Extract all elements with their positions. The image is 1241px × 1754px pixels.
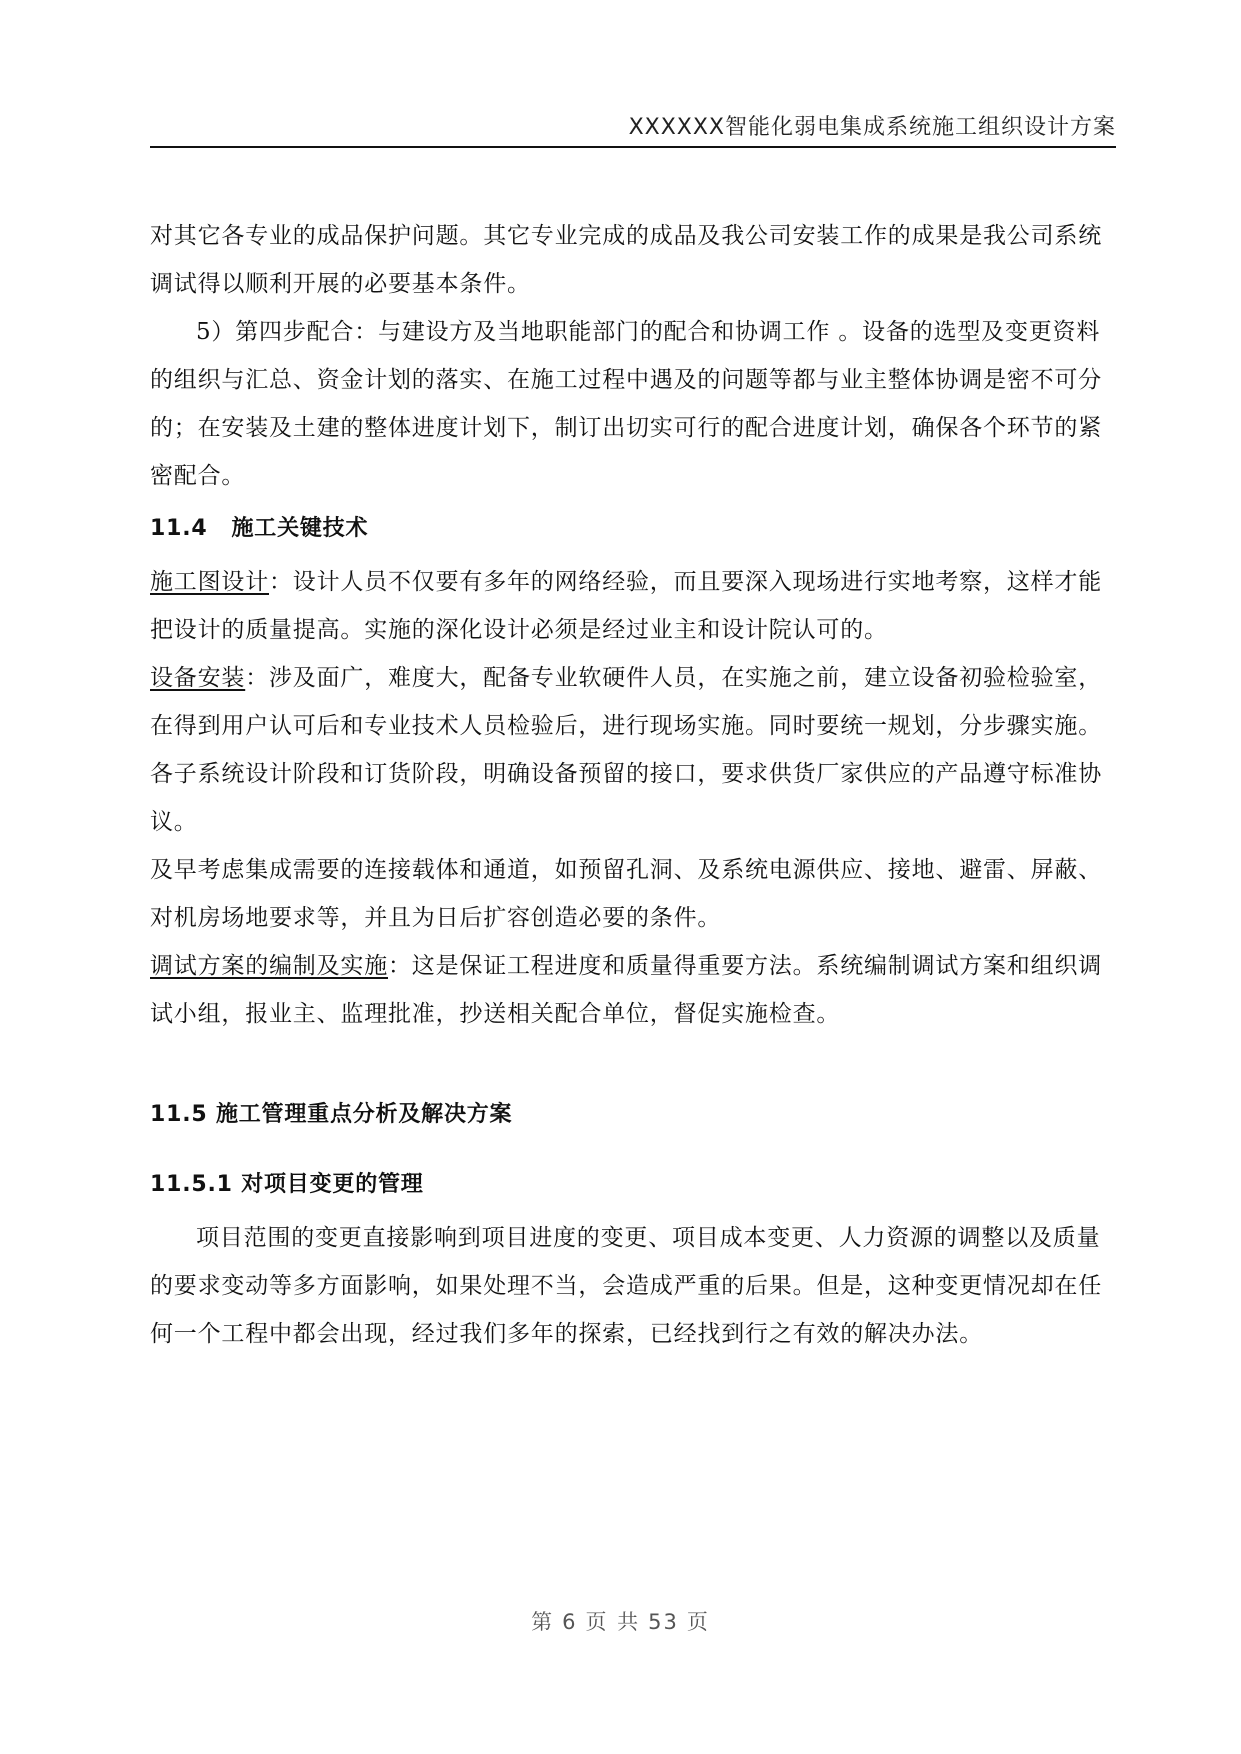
item-commissioning-plan	[150, 942, 1116, 1038]
section-heading-11-5-1: 11.5.1 对项目变更的管理	[150, 1172, 424, 1197]
current-page: 6	[562, 1610, 578, 1634]
paragraph-change-management: 项目范围的变更直接影响到项目进度的变更、项目成本变更、人力资源的调整以及质量的要求变动等多方面影响，如果处理不当，会造成严重的后果。但是，这种变更情况却在任何一个工程中都会出现，经过我们多年的探索，已经找到行之有效的解决办法。	[150, 1225, 1102, 1347]
item-term: 设备安装	[150, 665, 246, 691]
page-number-footer	[0, 1606, 1241, 1636]
running-header: XXXXXX智能化弱电集成系统施工组织设计方案	[628, 115, 1116, 140]
item-integration-channels: 及早考虑集成需要的连接载体和通道，如预留孔洞、及系统电源供应、接地、避雷、屏蔽、对机房场地要求等，并且为日后扩容创造必要的条件。	[150, 857, 1102, 931]
section-heading-11-4	[150, 500, 1116, 558]
section-title: 施工关键技术	[231, 516, 369, 541]
header-rule	[150, 146, 1116, 148]
item-text: ：设计人员不仅要有多年的网络经验，而且要深入现场进行实地考察，这样才能把设计的质量提高。实施的深化设计必须是经过业主和设计院认可的。	[150, 569, 1102, 643]
item-text: ：这是保证工程进度和质量得重要方法。系统编制调试方案和组织调试小组，报业主、监理批准，抄送相关配合单位，督促实施检查。	[150, 953, 1102, 1027]
footer-suffix: 页	[686, 1610, 710, 1634]
item-text: ：涉及面广，难度大，配备专业软硬件人员，在实施之前，建立设备初验检验室，在得到用户认可后和专业技术人员检验后，进行现场实施。同时要统一规划，分步骤实施。	[150, 665, 1103, 739]
item-drawing-design	[150, 558, 1116, 654]
section-heading-11-5: 11.5 施工管理重点分析及解决方案	[150, 1102, 513, 1127]
item-equipment-install	[150, 654, 1116, 750]
footer-middle: 页 共	[585, 1610, 641, 1634]
paragraph-step-four: 5）第四步配合：与建设方及当地职能部门的配合和协调工作 。设备的选型及变更资料的组织与汇总、资金计划的落实、在施工过程中遇及的问题等都与业主整体协调是密不可分的；在安装及土建的整体进度计划下，制订出切实可行的配合进度计划，确保各个环节的紧密配合。	[150, 319, 1102, 489]
section-number: 11.4	[150, 516, 208, 541]
item-term: 调试方案的编制及实施	[150, 953, 388, 979]
item-subsystem-interfaces: 各子系统设计阶段和订货阶段，明确设备预留的接口，要求供货厂家供应的产品遵守标准协议。	[150, 761, 1102, 835]
footer-prefix: 第	[531, 1610, 555, 1634]
paragraph-protection: 对其它各专业的成品保护问题。其它专业完成的成品及我公司安装工作的成果是我公司系统调试得以顺利开展的必要基本条件。	[150, 223, 1102, 297]
item-term: 施工图设计	[150, 569, 269, 595]
total-pages: 53	[648, 1610, 679, 1634]
document-body	[150, 212, 1116, 1358]
